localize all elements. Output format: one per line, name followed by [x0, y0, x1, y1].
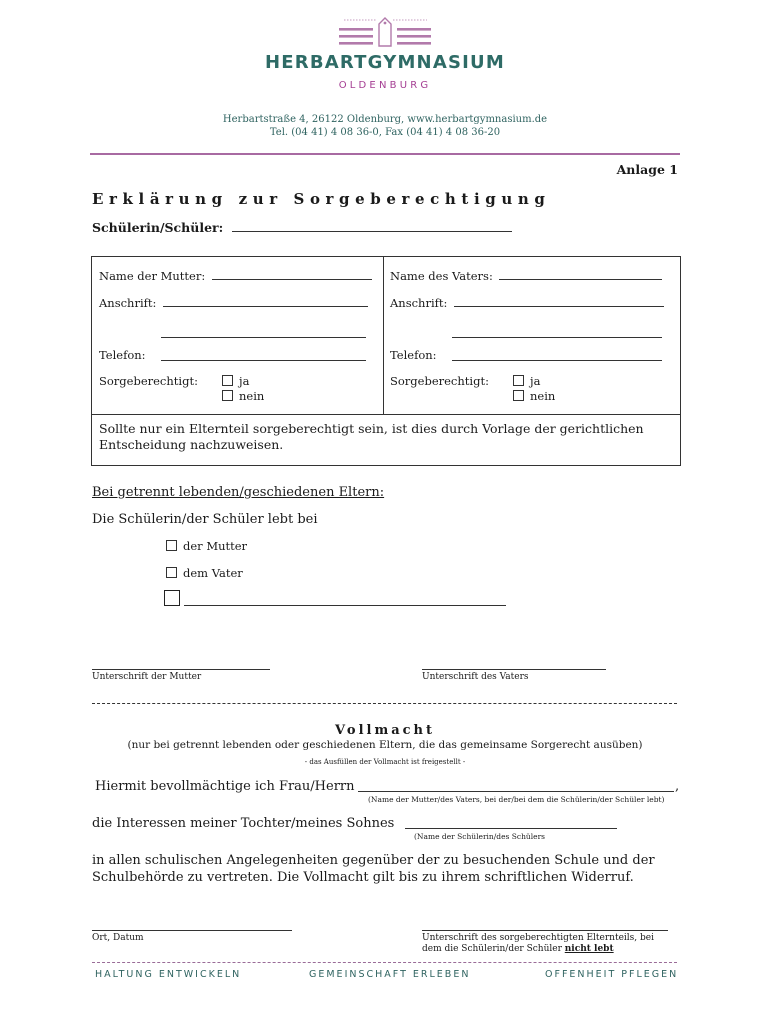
vollmacht-body: in allen schulischen Angelegenheiten gegenüber der zu besuchenden Schule und der Schulbehörde zu vertreten. Die Vollmacht gilt bis zu ihrem schriftlichen Widerruf.	[92, 853, 655, 885]
student-name-label: Schülerin/Schüler:	[92, 220, 224, 235]
custody-note: Sollte nur ein Elternteil sorgeberechtigt sein, ist dies durch Vorlage der gerichtlichen Entscheidung nachzuweisen.	[99, 421, 644, 452]
student-name-field[interactable]	[232, 221, 512, 232]
school-logo-icon	[335, 14, 435, 48]
mother-name-field[interactable]	[212, 269, 372, 280]
mother-phone-row	[99, 348, 146, 362]
footer-divider	[92, 962, 677, 963]
father-name-label: Name des Vaters:	[390, 269, 493, 283]
checkbox-icon[interactable]	[166, 567, 177, 578]
mother-phone-label: Telefon:	[99, 348, 146, 362]
header-divider	[90, 153, 680, 155]
guardian-signature-line[interactable]	[422, 930, 668, 931]
mother-custody-label: Sorgeberechtigt:	[99, 374, 198, 388]
lives-with-other-checkbox[interactable]	[164, 590, 180, 606]
checkbox-icon[interactable]	[222, 390, 233, 401]
checkbox-icon[interactable]	[513, 390, 524, 401]
interests-caption: (Name der Schülerin/des Schülers	[414, 832, 546, 841]
vollmacht-optional-note: - das Ausfüllen der Vollmacht ist freigestellt -	[304, 758, 466, 766]
father-signature-caption: Unterschrift des Vaters	[422, 672, 529, 682]
guardian-signature-caption-2: dem die Schülerin/der Schüler nicht lebt	[422, 944, 614, 954]
father-address-field[interactable]	[454, 296, 664, 307]
not-living-emphasis: nicht lebt	[564, 944, 614, 954]
mother-signature-line[interactable]	[92, 669, 270, 670]
mother-signature-caption: Unterschrift der Mutter	[92, 672, 202, 682]
lives-with-other-field[interactable]	[184, 595, 506, 606]
father-address-label: Anschrift:	[390, 296, 448, 310]
mother-address-row	[99, 296, 368, 310]
footer-motto-center: GEMEINSCHAFT ERLEBEN	[309, 969, 471, 980]
father-phone-field[interactable]	[452, 350, 662, 361]
father-custody-no[interactable]: nein	[513, 389, 555, 403]
lives-with-father-option[interactable]: dem Vater	[166, 566, 243, 580]
mother-name-label: Name der Mutter:	[99, 269, 206, 283]
authorize-text: Hiermit bevollmächtige ich Frau/Herrn	[95, 779, 355, 794]
lives-with-label: Die Schülerin/der Schüler lebt bei	[92, 512, 318, 527]
mother-address-label: Anschrift:	[99, 296, 157, 310]
place-date-line[interactable]	[92, 930, 292, 931]
interests-text: die Interessen meiner Tochter/meines Sohnes	[92, 816, 395, 831]
mother-address-field-2[interactable]	[161, 327, 366, 338]
authorized-person-field[interactable]	[358, 781, 674, 792]
child-name-field[interactable]	[405, 818, 617, 829]
authorize-caption: (Name der Mutter/des Vaters, bei der/bei dem die Schülerin/der Schüler lebt)	[368, 795, 665, 804]
school-name: HERBARTGYMNASIUM	[265, 52, 505, 73]
parents-note-divider	[91, 414, 681, 415]
father-signature-line[interactable]	[422, 669, 606, 670]
separated-heading: Bei getrennt lebenden/geschiedenen Eltern:	[92, 485, 385, 500]
checkbox-icon[interactable]	[222, 375, 233, 386]
footer-motto-right: OFFENHEIT PFLEGEN	[545, 969, 679, 980]
vollmacht-subtitle: (nur bei getrennt lebenden oder geschiedenen Eltern, die das gemeinsame Sorgerecht ausüben)	[127, 739, 643, 751]
father-name-field[interactable]	[499, 269, 662, 280]
father-custody-yes[interactable]: ja	[513, 374, 540, 388]
school-address: Herbartstraße 4, 26122 Oldenburg, www.herbartgymnasium.de	[222, 114, 548, 125]
father-address-row	[390, 296, 664, 310]
mother-address-field[interactable]	[163, 296, 368, 307]
guardian-signature-caption-1: Unterschrift des sorgeberechtigten Elternteils, bei	[422, 933, 654, 943]
father-phone-label: Telefon:	[390, 348, 437, 362]
father-address-field-2[interactable]	[452, 327, 662, 338]
parents-column-divider	[383, 256, 384, 414]
father-custody-label: Sorgeberechtigt:	[390, 374, 489, 388]
place-date-caption: Ort, Datum	[92, 933, 144, 943]
lives-with-mother-option[interactable]: der Mutter	[166, 539, 247, 553]
vollmacht-title: Vollmacht	[335, 723, 435, 738]
father-phone-row	[390, 348, 437, 362]
cut-line-divider	[92, 703, 677, 704]
mother-custody-no[interactable]: nein	[222, 389, 264, 403]
footer-motto-left: HALTUNG ENTWICKELN	[95, 969, 242, 980]
mother-phone-field[interactable]	[161, 350, 366, 361]
checkbox-icon[interactable]	[513, 375, 524, 386]
mother-name-row	[99, 269, 372, 283]
school-city: OLDENBURG	[338, 80, 432, 91]
document-title: Erklärung zur Sorgeberechtigung	[92, 190, 551, 208]
mother-custody-yes[interactable]: ja	[222, 374, 249, 388]
father-name-row	[390, 269, 662, 283]
annex-label: Anlage 1	[616, 162, 678, 177]
checkbox-icon[interactable]	[166, 540, 177, 551]
student-name-row	[92, 220, 512, 235]
authorize-comma: ,	[675, 779, 680, 794]
school-phone: Tel. (04 41) 4 08 36-0, Fax (04 41) 4 08 36-20	[269, 127, 501, 138]
